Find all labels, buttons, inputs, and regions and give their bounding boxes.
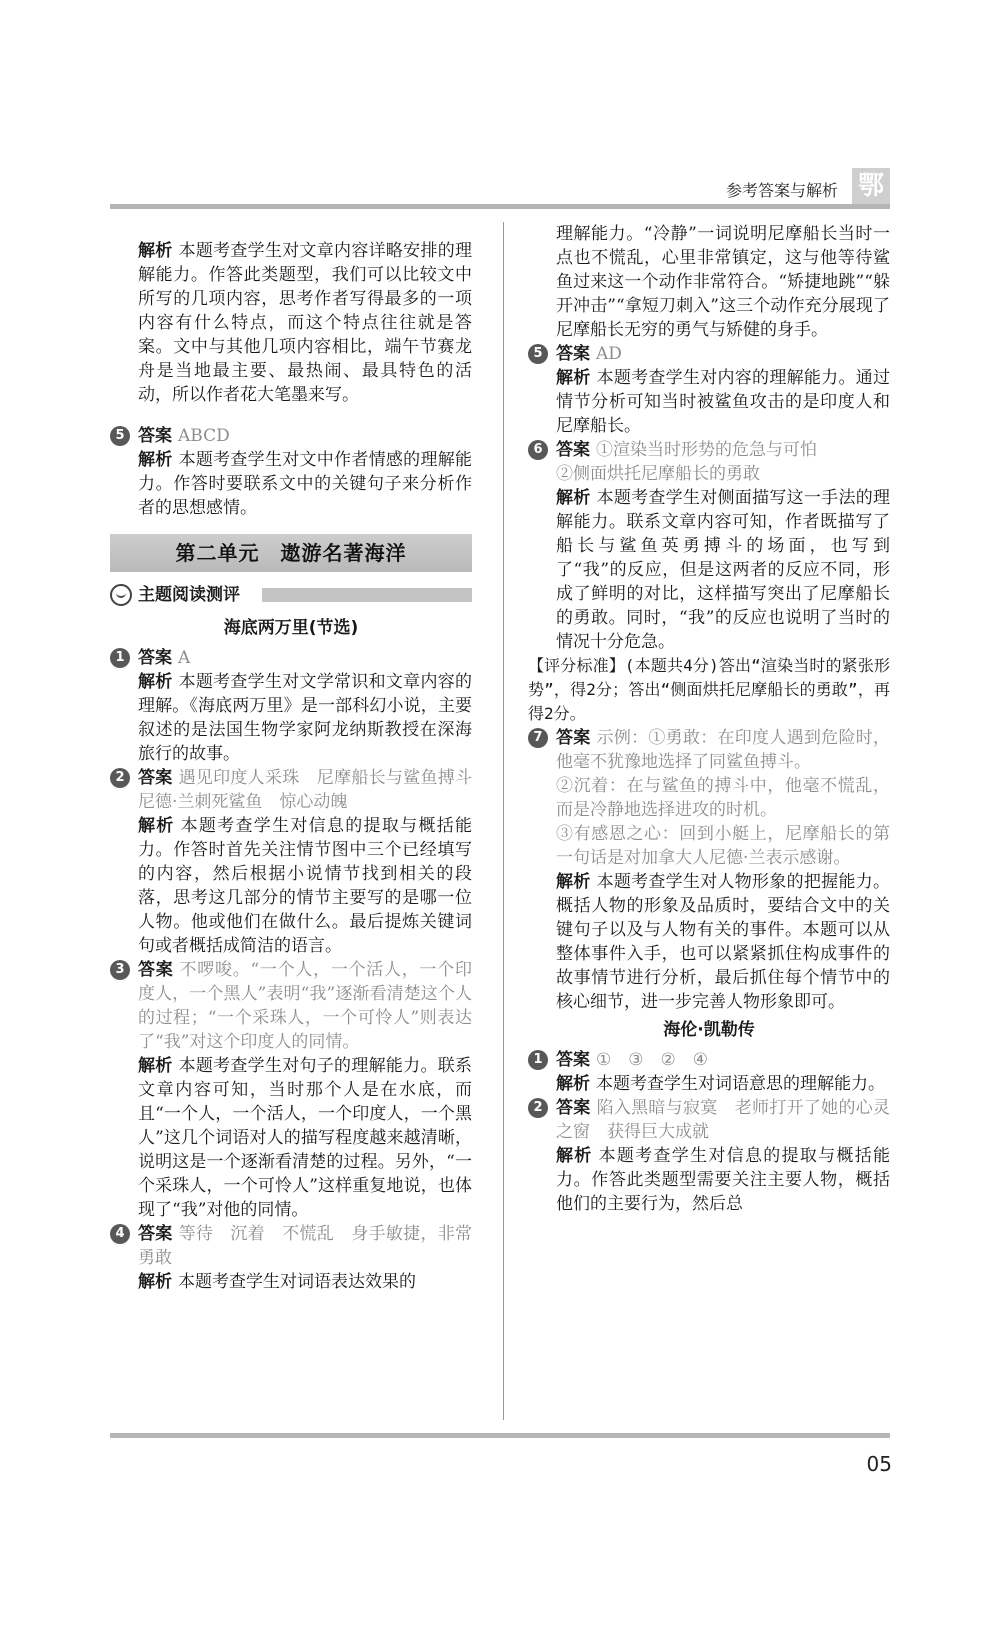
- analysis-label: 解析: [556, 1146, 593, 1166]
- answer-line: [556, 1048, 890, 1072]
- footer-rule: [110, 1433, 890, 1438]
- answer-line: [556, 342, 890, 366]
- analysis-text: 本题考查学生对内容的理解能力。通过情节分析可知当时被鲨鱼攻击的是印度人和尼摩船长。: [556, 368, 891, 436]
- analysis-line: [138, 1054, 472, 1222]
- analysis-label: 解析: [138, 672, 173, 692]
- question-number: 3: [110, 960, 130, 980]
- analysis-line: [138, 448, 472, 520]
- analysis-text: 本题考查学生对信息的提取与概括能力。作答此类题型需要关注主要人物，概括他们的主要行为，然后总: [556, 1146, 891, 1214]
- article-title: 海底两万里(节选): [223, 618, 359, 638]
- answer-label: 答案: [138, 768, 173, 788]
- analysis-label: 解析: [138, 241, 173, 261]
- answer-label: 答案: [556, 344, 590, 364]
- question-number: 1: [528, 1050, 548, 1070]
- answer-label: 答案: [556, 1098, 591, 1118]
- analysis-label: 解析: [556, 872, 591, 892]
- left-column: [110, 222, 490, 1294]
- answer-label: 答案: [556, 728, 591, 748]
- question-item: [528, 1096, 890, 1216]
- question-number: 6: [528, 440, 548, 460]
- analysis-label: 解析: [138, 1056, 173, 1076]
- answer-line: [556, 1096, 890, 1144]
- section-label: 主题阅读测评: [138, 585, 240, 605]
- header-title: 参考答案与解析: [725, 181, 838, 200]
- answer-text-2: ②沉着：在与鲨鱼的搏斗中，他毫不慌乱，而是冷静地选择进攻的时机。: [556, 776, 890, 820]
- answer-text-2: ②侧面烘托尼摩船长的勇敢: [556, 464, 760, 484]
- question-item: [110, 766, 490, 958]
- smiley-face-icon: [110, 584, 132, 606]
- answer-line: [138, 424, 472, 448]
- analysis-line: [556, 870, 890, 1014]
- answer-label: 答案: [138, 960, 174, 980]
- analysis-label: 解析: [556, 368, 591, 388]
- question-5: [110, 424, 472, 520]
- answer-line: [138, 646, 472, 670]
- analysis-text: 本题考查学生对文学常识和文章内容的理解。《海底两万里》是一部科幻小说，主要叙述的是法国生物学家阿龙纳斯教授在深海旅行的故事。: [138, 672, 473, 764]
- analysis-text: 本题考查学生对文章内容详略安排的理解能力。作答此类题型，我们可以比较文中所写的几项内容，思考作者写得最多的一项内容有什么特点，而这个特点往往就是答案。文中与其他几项内容相比，端午节赛龙舟是当地最主要、最热闹、最具特色的活动，所以作者花大笔墨来写。: [138, 241, 473, 405]
- answer-text: AD: [596, 344, 622, 364]
- analysis-line: [556, 486, 890, 654]
- answer-text: 示例：①勇敢：在印度人遇到危险时，他毫不犹豫地选择了同鲨鱼搏斗。: [556, 728, 891, 772]
- analysis-text: 本题考查学生对侧面描写这一手法的理解能力。联系文章内容可知，作者既描写了船长与鲨鱼英勇搏斗的场面，也写到了“我”的反应，但是这两者的反应不同，形成了鲜明的对比，这样描写突出了尼摩船长的勇敢。同时，“我”的反应也说明了当时的情况十分危急。: [556, 488, 891, 652]
- analysis-line: [138, 1270, 472, 1294]
- answer-text: ① ③ ② ④: [596, 1050, 708, 1070]
- section-header: [110, 582, 472, 610]
- analysis-line: [556, 366, 890, 438]
- answer-text: ①渲染当时形势的危急与可怕: [596, 440, 817, 460]
- right-column: [528, 222, 890, 1216]
- answer-text: 等待 沉着 不慌乱 身手敏捷，非常勇敢: [138, 1224, 473, 1268]
- analysis-text: 本题考查学生对人物形象的把握能力。概括人物的形象及品质时，要结合文中的关键句子以及与人物有关的事件。本题可以从整体事件入手，也可以紧紧抓住构成事件的故事情节进行分析，最后抓住每个情节中的核心细节，进一步完善人物形象即可。: [556, 872, 891, 1012]
- question-number: 4: [110, 1224, 130, 1244]
- answer-line: [556, 726, 890, 774]
- answer-label: 答案: [138, 426, 172, 446]
- page-header: [110, 168, 890, 208]
- answer-line: [138, 958, 472, 1054]
- answer-text: 遇见印度人采珠 尼摩船长与鲨鱼搏斗 尼德·兰刺死鲨鱼 惊心动魄: [138, 768, 490, 812]
- question-5: [528, 342, 890, 438]
- question-6: [528, 438, 890, 654]
- analysis-line: [556, 1072, 890, 1096]
- answer-line: [556, 438, 890, 462]
- question-item: [528, 1048, 890, 1096]
- answer-line: [138, 766, 490, 814]
- analysis-text: 本题考查学生对信息的提取与概括能力。作答时首先关注情节图中三个已经填写的内容，然后根据小说情节找到相关的段落，思考这几部分的情节主要写的是哪一位人物。他或他们在做什么。最后提炼关键词句或者概括成简洁的语言。: [138, 816, 473, 956]
- answer-text-3: ③有感恩之心：回到小艇上，尼摩船长的第一句话是对加拿大人尼德·兰表示感谢。: [556, 824, 890, 868]
- analysis-line: [138, 814, 472, 958]
- article2-title: 海伦·凯勒传: [663, 1020, 755, 1040]
- analysis-text: 本题考查学生对词语表达效果的: [178, 1272, 416, 1292]
- score-standard: 【评分标准】(本题共4分)答出“渲染当时的紧张形势”，得2分；答出“侧面烘托尼摩船长的勇敢”，再得2分。: [528, 656, 890, 723]
- question-item: [110, 1222, 472, 1294]
- answer-label: 答案: [138, 1224, 173, 1244]
- continued-analysis: 理解能力。“冷静”一词说明尼摩船长当时一点也不慌乱，心里非常镇定，这与他等待鲨鱼过来这一个动作非常符合。“矫捷地跳”“躲开冲击”“拿短刀刺入”这三个动作充分展现了尼摩船长无穷的勇气与矫健的身手。: [556, 224, 890, 340]
- analysis-label: 解析: [138, 816, 175, 836]
- unit-title: 第二单元 遨游名著海洋: [110, 534, 472, 572]
- answer-text: A: [178, 648, 191, 668]
- page-number: 05: [866, 1452, 892, 1476]
- header-rule: [110, 204, 890, 209]
- question-number: 5: [528, 344, 548, 364]
- analysis-text: 本题考查学生对文中作者情感的理解能力。作答时要联系文中的关键句子来分析作者的思想感情。: [138, 450, 473, 518]
- analysis-text: 本题考查学生对词语意思的理解能力。: [596, 1074, 885, 1094]
- analysis-text: 本题考查学生对句子的理解能力。联系文章内容可知，当时那个人是在水底，而且“一个人，一个活人，一个印度人，一个黑人”这几个词语对人的描写程度越来越清晰，说明这是一个逐渐看清楚的过程。另外，“一个采珠人，一个可怜人”这样重复地说，也体现了“我”对他的同情。: [138, 1056, 473, 1220]
- intro-analysis: [110, 239, 472, 407]
- question-number: 7: [528, 728, 548, 748]
- analysis-line: [556, 1144, 890, 1216]
- section-rule: [262, 588, 472, 602]
- analysis-label: 解析: [138, 1272, 172, 1292]
- answer-text: ABCD: [178, 426, 230, 446]
- question-number: 5: [110, 426, 130, 446]
- question-7: [528, 726, 890, 1014]
- analysis-label: 解析: [138, 450, 173, 470]
- question-item: [110, 958, 472, 1222]
- analysis-label: 解析: [556, 1074, 590, 1094]
- chapter-tab: 鄂: [852, 168, 890, 204]
- question-number: 2: [528, 1098, 548, 1118]
- answer-label: 答案: [138, 648, 172, 668]
- question-number: 1: [110, 648, 130, 668]
- answer-label: 答案: [556, 440, 590, 460]
- answer-text: 陷入黑暗与寂寞 老师打开了她的心灵之窗 获得巨大成就: [556, 1098, 891, 1142]
- analysis-label: 解析: [556, 488, 591, 508]
- answer-label: 答案: [556, 1050, 590, 1070]
- answer-line: [138, 1222, 472, 1270]
- column-divider: [503, 222, 504, 1420]
- analysis-line: [138, 670, 472, 766]
- question-item: [110, 646, 472, 766]
- answer-text: 不啰唆。“一个人，一个活人，一个印度人，一个黑人”表明“我”逐渐看清楚这个人的过程；“一个采珠人，一个可怜人”则表达了“我”对这个印度人的同情。: [138, 960, 472, 1052]
- question-number: 2: [110, 768, 130, 788]
